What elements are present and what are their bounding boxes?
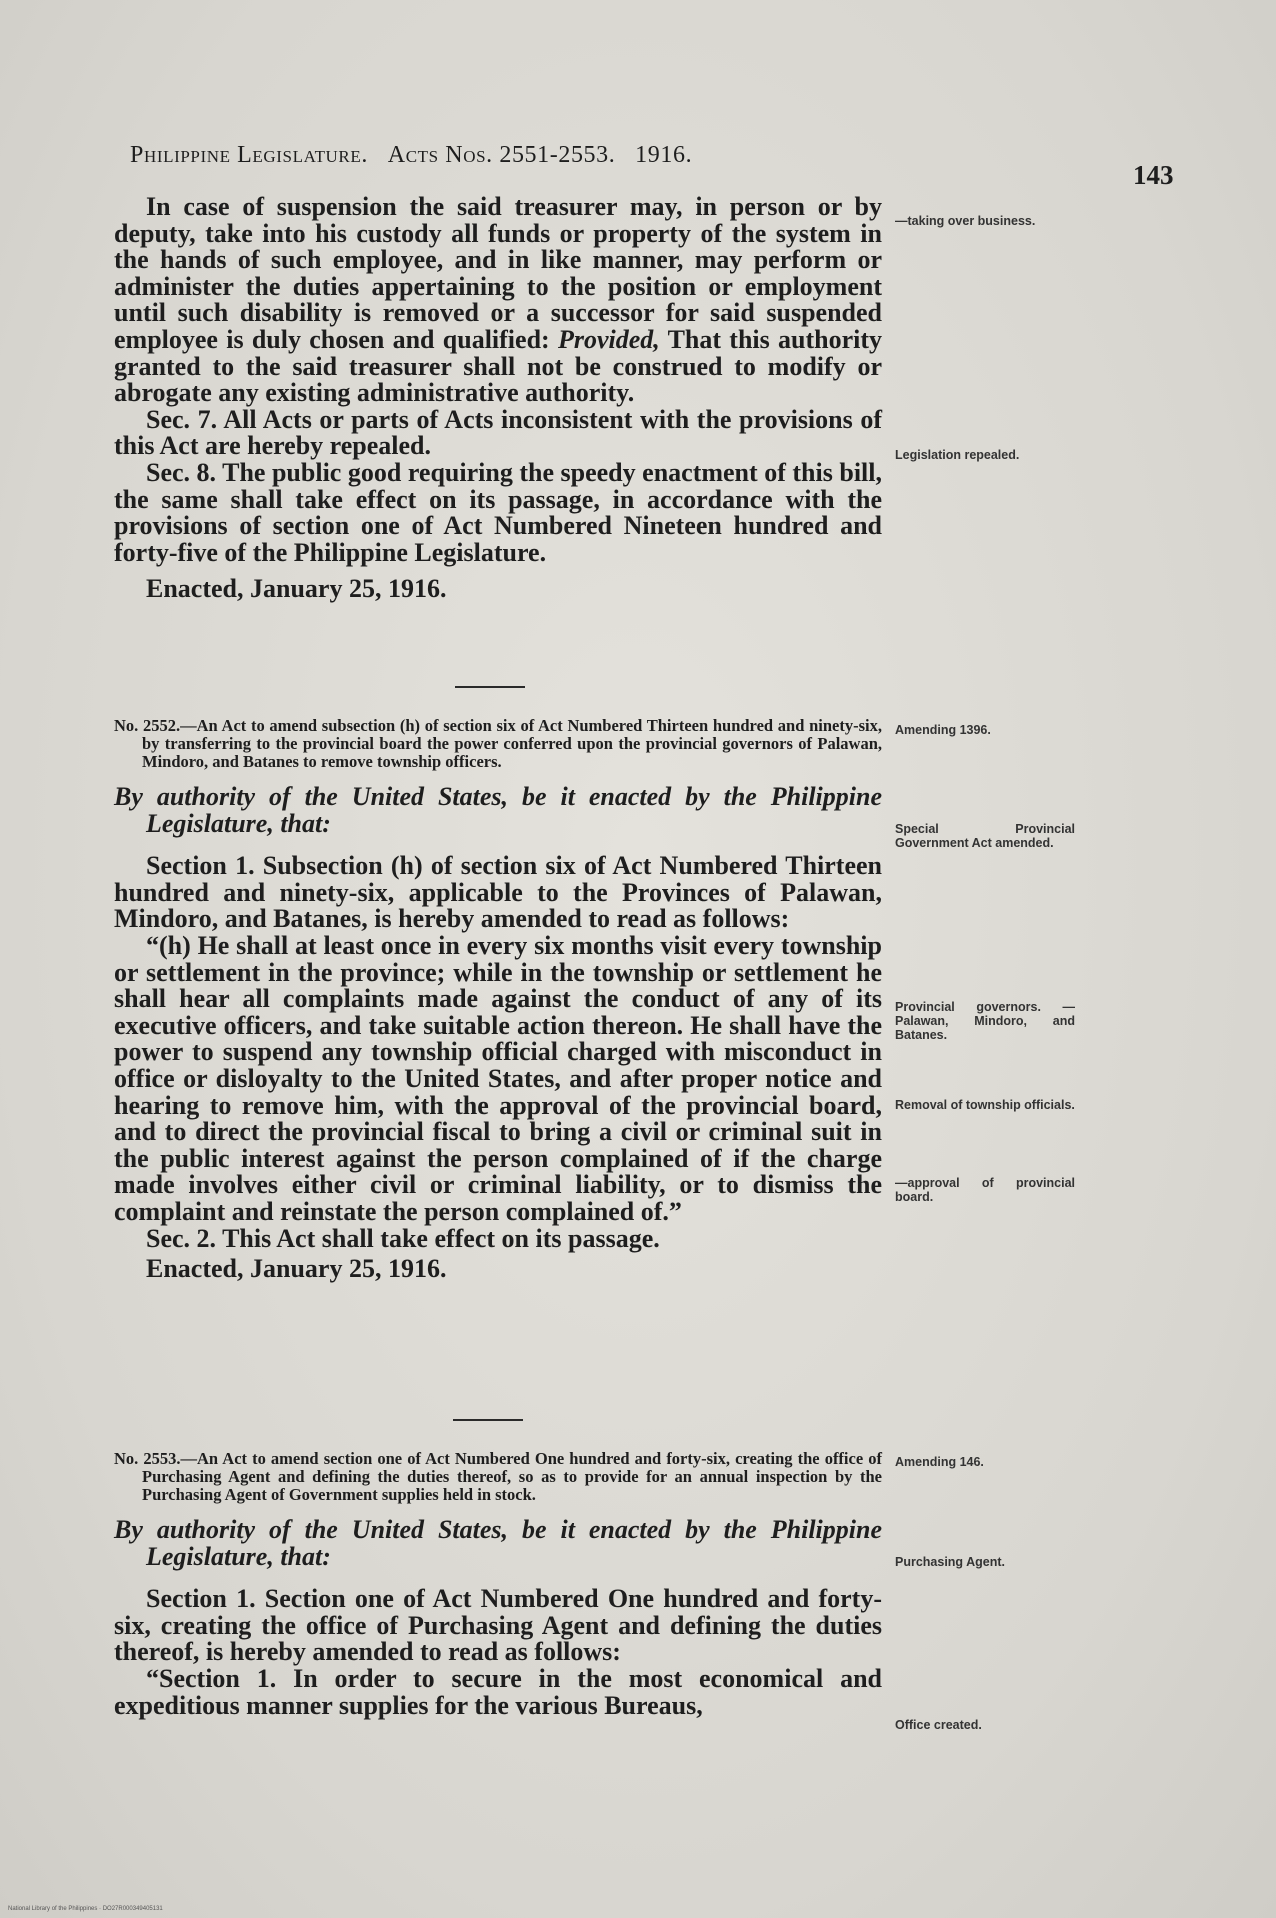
margin-note-amending-1396: Amending 1396. (895, 723, 991, 737)
act-2553-title: No. 2553.—An Act to amend section one of Act Numbered One hundred and forty-six, creating the office of Purchasing Agent and defining the duties thereof, so as to provide for an annual inspection by the Purchasing Agent of Government supplies held in stock. (114, 1449, 882, 1504)
act-2553 (114, 1450, 882, 1719)
header-year: 1916. (635, 142, 693, 168)
section-divider-1 (455, 686, 525, 688)
act-2552-title: No. 2552.—An Act to amend subsection (h) of section six of Act Numbered Thirteen hundred and ninety-six, by transferring to the provincial board the power conferred upon the provincial governors of Palawan, Mindoro, and Batanes to remove township officers. (114, 716, 882, 771)
page-number: 143 (1133, 160, 1174, 190)
margin-note-approval-board: —approval of provincial board. (895, 1176, 1075, 1204)
margin-note-office-created: Office created. (895, 1718, 982, 1732)
section-7: Sec. 7. All Acts or parts of Acts inconsistent with the provisions of this Act are hereby repealed. (114, 404, 882, 461)
enacted-date-1: Enacted, January 25, 1916. (146, 574, 447, 604)
act-2552-amended-text: “(h) He shall at least once in every six months visit every township or settlement in the province; while in the township or settlement he shall hear all complaints made against the conduct of any of its executive officers, and take suitable action thereon. He shall have the power to suspend any township official charged with misconduct in office or disloyalty to the United States, and after proper notice and hearing to remove him, with the approval of the provincial board, and to direct the provincial fiscal to bring a civil or criminal suit in the public interest against the person complained of if the charge made involves either civil or criminal liability, or to dismiss the complaint and reinstate the person complained of.” (114, 930, 882, 1226)
section-8: Sec. 8. The public good requiring the speedy enactment of this bill, the same shall take effect on its passage, in accordance with the provisions of section one of Act Numbered Nineteen hundred and forty-five of the Philippine Legislature. (114, 457, 882, 567)
paragraph-suspension: In case of suspension the said treasurer may, in person or by deputy, take into his custody all funds or property of the system in the hands of such employee, and in like manner, may perform or administer the duties appertaining to the position or employment until such disability is removed or a successor for said suspended employee is duly chosen and qualified: Provided, That this authority granted to the said treasurer shall not be construed to modify or abrogate any existing administrative authority. (114, 192, 882, 408)
enacted-date-2: Enacted, January 25, 1916. (146, 1254, 447, 1284)
header-legislature: Philippine Legislature. (130, 142, 368, 168)
margin-note-legislation-repealed: Legislation repealed. (895, 448, 1020, 462)
margin-note-taking-over-business: —taking over business. (895, 214, 1036, 228)
act-2553-enacting-clause: By authority of the United States, be it enacted by the Philippine Legislature, that: (114, 1515, 882, 1571)
act-2551-continuation (114, 194, 882, 603)
section-divider-2 (453, 1419, 523, 1421)
header-acts: Acts Nos. 2551-2553. (387, 142, 616, 168)
provided-word: Provided, (557, 324, 660, 354)
act-2553-section-1: Section 1. Section one of Act Numbered One hundred and forty-six, creating the office of Purchasing Agent and defining the duties thereof, is hereby amended to read as follows: (114, 1584, 882, 1667)
margin-note-removal-officials: Removal of township officials. (895, 1098, 1075, 1112)
running-header (130, 142, 692, 169)
margin-note-amending-146: Amending 146. (895, 1455, 984, 1469)
margin-note-special-provincial: Special Provincial Government Act amended. (895, 822, 1075, 850)
margin-note-purchasing-agent: Purchasing Agent. (895, 1555, 1005, 1569)
act-2552-section-1: Section 1. Subsection (h) of section six of Act Numbered Thirteen hundred and ninety-six, applicable to the Provinces of Palawan, Mindoro, and Batanes, is hereby amended to read as follows: (114, 851, 882, 934)
act-2552 (114, 717, 882, 1283)
act-2552-enacting-clause: By authority of the United States, be it enacted by the Philippine Legislature, that: (114, 782, 882, 838)
scan-footer: National Library of the Philippines · DO27R000349405131 (8, 1906, 163, 1912)
margin-note-provincial-governors: Provincial governors. —Palawan, Mindoro, and Batanes. (895, 1000, 1075, 1042)
act-2553-amended-text: “Section 1. In order to secure in the most economical and expeditious manner supplies for the various Bureaus, (114, 1663, 882, 1720)
act-2552-section-2: Sec. 2. This Act shall take effect on its passage. (146, 1223, 660, 1253)
